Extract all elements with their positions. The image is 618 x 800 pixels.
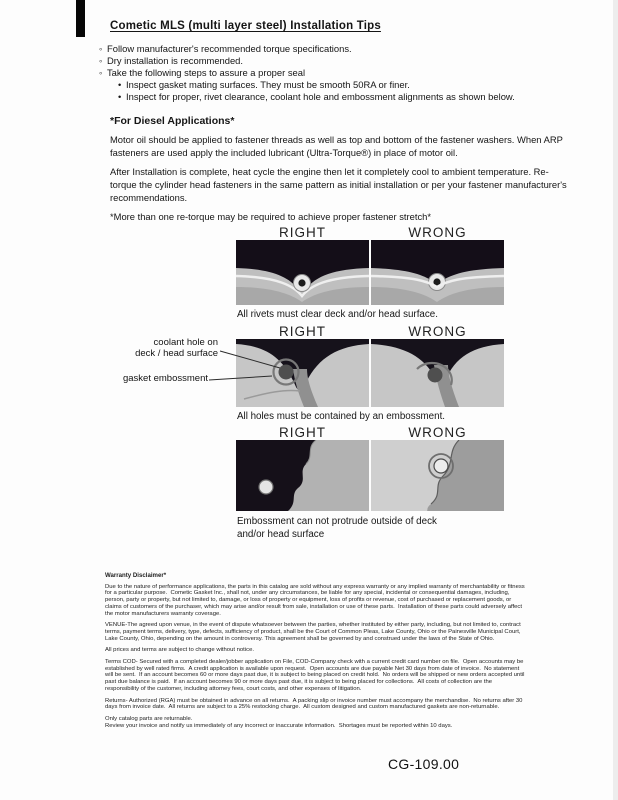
legal-paragraph: Review your invoice and notify us immediately of any incorrect or inaccurate information. Shortages must be reported within 10 days.	[105, 722, 453, 729]
diagram-embossment-wrong	[371, 440, 504, 511]
legal-paragraph: VENUE-The agreed upon venue, in the event of dispute whatsoever between the parties, whether instituted by either party, including, but not limited to, contract terms, payment terms, delivery, type, defects, sufficiency of product, shall be the Court of Common Pleas, Lake County, Ohio or the Painesville Municipal Court, Lake County, Ohio, depending on the amount in controversy. This agreement shall be governed by and construed under the laws of the State of Ohio.	[105, 622, 523, 642]
wrong-label: WRONG	[408, 425, 467, 440]
page-title: Cometic MLS (multi layer steel) Installation Tips	[110, 20, 381, 32]
diagram-hole-wrong	[371, 339, 504, 407]
tip-text: Dry installation is recommended.	[107, 55, 243, 66]
wrong-label: WRONG	[408, 324, 467, 339]
annotation-coolant-hole	[116, 337, 218, 359]
row1-caption: All rivets must clear deck and/or head surface.	[237, 309, 438, 320]
annotation-gasket-embossment: gasket embossment	[122, 373, 208, 384]
legal-paragraph: Due to the nature of performance applications, the parts in this catalog are sold without any express warranty or any implied warranty of merchantability or fitness for a particular purpose. Cometic Gasket Inc., shall not, under any circumstances, be liable for any special, incidental or consequential damages, including, person, party or property, but not limited to, damage, or loss of property or equipment, loss of profits or revenue, cost of purchased or replacement goods, or claims of customers of the purchaser, which may arise and/or result from sale, installation or use of these parts. Installation of these parts could adversely affect the motor manufacturers warranty coverage.	[105, 583, 527, 617]
scan-artifact	[76, 0, 85, 37]
bullet-icon	[118, 91, 126, 103]
diagram-rivet-wrong	[371, 240, 504, 305]
tip-text: Take the following steps to assure a proper seal	[107, 67, 306, 78]
diesel-paragraph-2: After Installation is complete, heat cycle the engine then let it completely cool to ambient temperature. Re-torque the cylinder head fasteners in the same pattern as initial installation or per your fastener manufacturer's recommendations.	[110, 166, 570, 203]
tip-text: Follow manufacturer's recommended torque specifications.	[107, 43, 352, 54]
bullet-icon	[99, 43, 107, 55]
tip-sub-item	[118, 79, 574, 91]
annotation-line: deck / head surface	[135, 348, 218, 359]
diagram-embossment-right	[236, 440, 369, 511]
tip-item	[99, 43, 574, 55]
diagram-rivet-right	[236, 240, 369, 305]
bullet-icon	[99, 67, 107, 79]
legal-paragraph: Returns- Authorized (RGA) must be obtained in advance on all returns. A packing slip or invoice number must accompany the merchandise. No returns after 30 days from invoice date. All returns are subject to a 25% restocking charge. All custom designed and custom manufactured gaskets are non-returnable.	[105, 697, 525, 711]
tip-text: Inspect gasket mating surfaces. They must be smooth 50RA or finer.	[126, 79, 410, 90]
tip-item	[99, 67, 574, 79]
page-edge-shadow	[613, 0, 618, 800]
legal-paragraph: Only catalog parts are returnable.	[105, 715, 193, 722]
legal-paragraph: All prices and terms are subject to change without notice.	[105, 647, 254, 654]
row3-caption: Embossment can not protrude outside of deck and/or head surface	[237, 516, 437, 540]
tip-text: Inspect for proper, rivet clearance, coolant hole and embossment alignments as shown below.	[126, 91, 515, 102]
row2-caption: All holes must be contained by an embossment.	[237, 411, 446, 422]
right-label: RIGHT	[279, 425, 326, 440]
annotation-line: coolant hole on	[153, 337, 218, 348]
diagram-hole-right	[236, 339, 369, 407]
wrong-label: WRONG	[408, 225, 467, 240]
tip-item	[99, 55, 574, 67]
bullet-icon	[99, 55, 107, 67]
doc-number: CG-109.00	[388, 756, 460, 772]
diesel-paragraph-3: *More than one re-torque may be required to achieve proper fastener stretch*	[110, 211, 432, 222]
right-label: RIGHT	[279, 324, 326, 339]
legal-paragraph: Terms COD- Secured with a completed dealer/jobber application on File, COD-Company check with a current credit card number on file. Open accounts may be established by well rated firms. A credit application is available upon request. Open accounts are due payable Net 30 days from date of invoice. No statement will be sent. If an account becomes 60 or more days past due, it is subject to being placed on credit hold. No orders will be shipped or new orders accepted until past due balance is paid. If an account becomes 90 or more days past due, it is subject to being placed for collections. All costs of collection are the responsibility of the customer, including attorney fees, court costs, and other expenses of litigation.	[105, 659, 527, 692]
tip-sub-item	[118, 91, 574, 103]
tips-list	[99, 43, 574, 103]
diesel-paragraph-1: Motor oil should be applied to fastener threads as well as top and bottom of the fastener washers. When ARP fasteners are used apply the included lubricant (Ultra-Torque®) in place of motor oil.	[110, 134, 566, 158]
bullet-icon	[118, 79, 126, 91]
diesel-heading: *For Diesel Applications*	[110, 115, 235, 127]
legal-section	[105, 573, 526, 729]
warranty-disclaimer-heading: Warranty Disclaimer*	[105, 572, 167, 579]
right-label: RIGHT	[279, 225, 326, 240]
